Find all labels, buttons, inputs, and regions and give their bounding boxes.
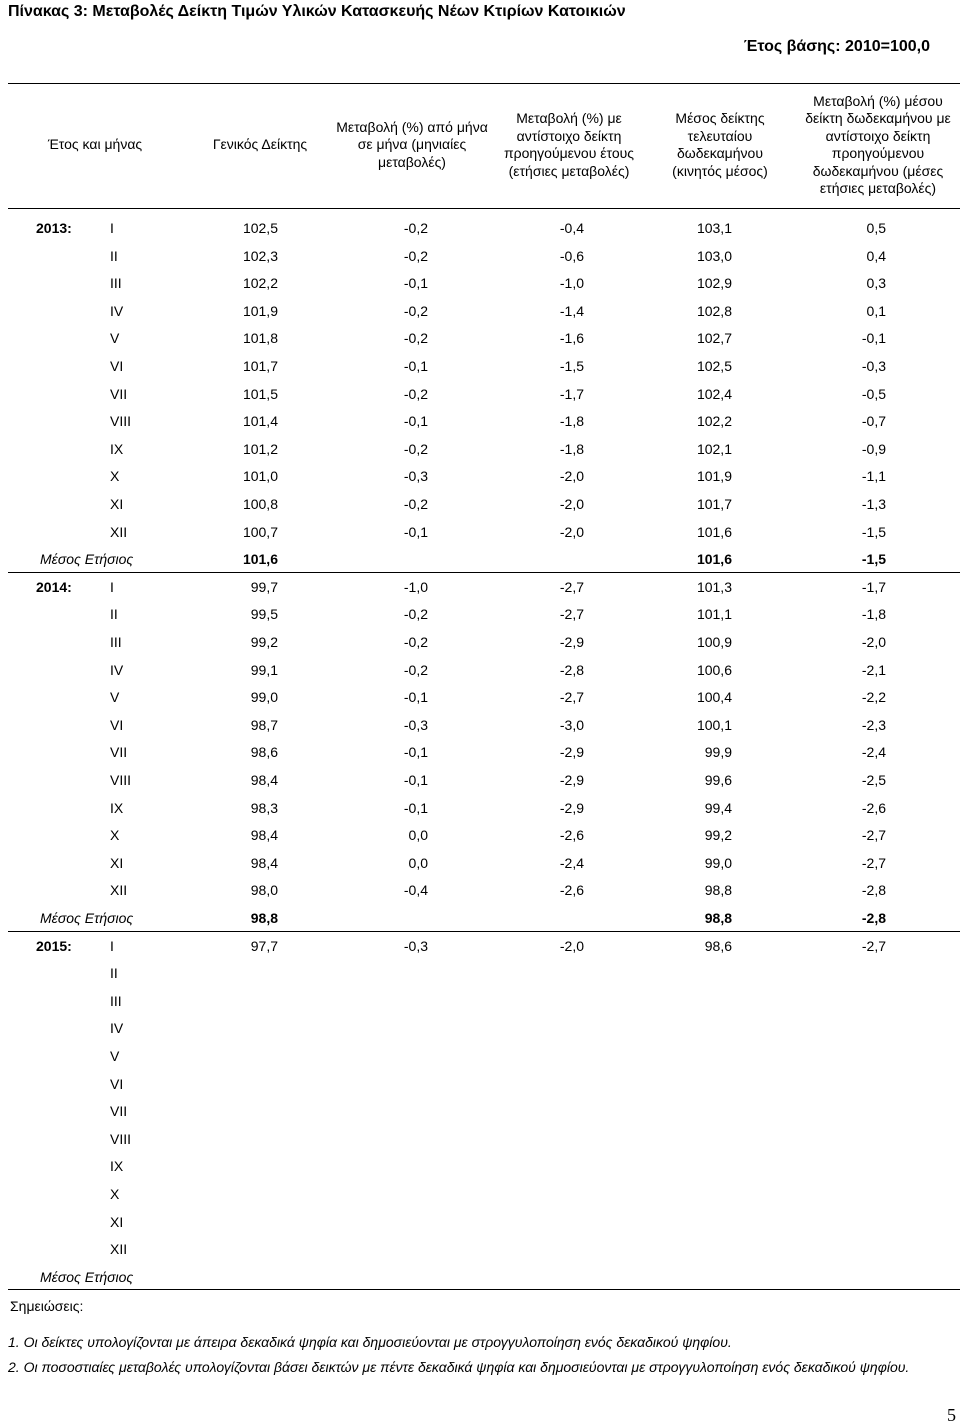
- annual-change-cell: -2,0: [559, 937, 584, 954]
- average-annual-change-cell: -2,8: [861, 882, 886, 899]
- note-2: 2. Οι ποσοστιαίες μεταβολές υπολογίζονται βάσει δεικτών με πέντε δεκαδικά ψηφία και δημοσιεύονται με στρογγυλοποίηση ενός δεκαδικού ψηφίου.: [8, 1359, 910, 1375]
- general-index-cell: 100,8: [242, 496, 278, 512]
- month-cell: I: [110, 220, 114, 236]
- annual-average-row: [0, 1263, 960, 1291]
- annual-average-row: [0, 904, 960, 932]
- general-index-cell: 98,3: [250, 799, 278, 816]
- month-cell: X: [110, 827, 120, 844]
- annual-change-cell: -2,4: [559, 854, 584, 871]
- month-cell: IX: [110, 440, 124, 457]
- moving-average-cell: 103,1: [696, 220, 732, 236]
- table-row: [0, 683, 960, 711]
- annual-change-cell: -1,8: [559, 440, 584, 457]
- average-annual-change-cell: 0,1: [866, 302, 886, 319]
- general-index-cell: 98,4: [250, 854, 278, 871]
- table-row: [0, 1125, 960, 1153]
- annual-change-cell: -2,7: [559, 578, 584, 595]
- table-row: [0, 324, 960, 352]
- annual-change-cell: -1,0: [559, 275, 584, 292]
- average-annual-change-cell: -1,5: [861, 523, 886, 540]
- table-row: [0, 269, 960, 297]
- annual-change-cell: -1,4: [559, 302, 584, 319]
- monthly-change-cell: -0,2: [403, 606, 428, 623]
- table-row: [0, 1070, 960, 1098]
- average-annual-change-cell: -0,3: [861, 358, 886, 374]
- table-row: [0, 766, 960, 794]
- average-annual-change-cell: -0,7: [861, 413, 886, 430]
- general-index-cell: 102,2: [242, 275, 278, 292]
- average-annual-change-cell: -2,8: [861, 910, 886, 926]
- annual-average-label: Μέσος Ετήσιος: [40, 910, 134, 926]
- table-row: [0, 738, 960, 766]
- month-cell: IV: [110, 661, 124, 678]
- month-cell: XI: [110, 1213, 124, 1230]
- month-cell: VIII: [110, 413, 132, 430]
- page-number: 5: [947, 1405, 956, 1425]
- annual-change-cell: -2,6: [559, 882, 584, 899]
- monthly-change-cell: -0,1: [403, 275, 428, 292]
- general-index-cell: 100,7: [242, 523, 278, 540]
- notes-label: Σημειώσεις:: [10, 1298, 84, 1314]
- average-annual-change-cell: -0,1: [861, 330, 886, 347]
- average-annual-change-cell: -1,8: [861, 606, 886, 623]
- monthly-change-cell: -0,2: [403, 496, 428, 512]
- annual-change-cell: -1,5: [559, 358, 584, 374]
- month-cell: VI: [110, 716, 124, 733]
- general-index-cell: 101,8: [242, 330, 278, 347]
- moving-average-cell: 101,6: [696, 523, 732, 540]
- month-cell: XI: [110, 496, 124, 512]
- average-annual-change-cell: 0,4: [866, 247, 886, 264]
- monthly-change-cell: -0,2: [403, 330, 428, 347]
- month-cell: VI: [110, 358, 124, 374]
- table-row: [0, 628, 960, 656]
- annual-change-cell: -2,8: [559, 661, 584, 678]
- table-row: [0, 435, 960, 463]
- year-cell: 2014:: [36, 578, 72, 595]
- annual-change-cell: -0,4: [559, 220, 584, 236]
- table-row: [0, 380, 960, 408]
- monthly-change-cell: -0,2: [403, 440, 428, 457]
- month-cell: VII: [110, 385, 128, 402]
- moving-average-cell: 100,6: [696, 661, 732, 678]
- table-row: [0, 1208, 960, 1236]
- table-row: [0, 932, 960, 960]
- annual-change-cell: -2,7: [559, 689, 584, 706]
- month-cell: IX: [110, 799, 124, 816]
- annual-change-cell: -2,9: [559, 772, 584, 788]
- moving-average-cell: 102,8: [696, 302, 732, 319]
- header-moving-average: Μέσος δείκτης τελευταίου δωδεκαμήνου (κινητός μέσος): [672, 110, 768, 179]
- general-index-cell: 101,4: [242, 413, 278, 430]
- table-row: [0, 849, 960, 877]
- month-cell: II: [110, 965, 118, 982]
- table-row: [0, 352, 960, 380]
- average-annual-change-cell: -2,5: [861, 772, 886, 788]
- moving-average-cell: 102,7: [696, 330, 732, 347]
- table-row: [0, 407, 960, 435]
- table-row: [0, 297, 960, 325]
- average-annual-change-cell: -2,6: [861, 799, 886, 816]
- monthly-change-cell: -0,1: [403, 523, 428, 540]
- header-general-index: Γενικός Δείκτης: [212, 136, 308, 153]
- general-index-cell: 98,0: [250, 882, 278, 899]
- monthly-change-cell: -0,2: [403, 247, 428, 264]
- general-index-cell: 99,0: [250, 689, 278, 706]
- moving-average-cell: 100,9: [696, 634, 732, 650]
- moving-average-cell: 102,5: [696, 358, 732, 374]
- moving-average-cell: 102,4: [696, 385, 732, 402]
- header-year-month: Έτος και μήνας: [47, 136, 143, 153]
- header-average-annual-change: Μεταβολή (%) μέσου δείκτη δωδεκαμήνου με αντίστοιχο δείκτη προηγούμενου δωδεκαμήνου (μέσες ετήσιες μεταβολές): [805, 92, 951, 196]
- average-annual-change-cell: -2,2: [861, 689, 886, 706]
- annual-change-cell: -2,9: [559, 634, 584, 650]
- table-row: [0, 876, 960, 904]
- moving-average-cell: 99,6: [704, 772, 732, 788]
- annual-change-cell: -2,6: [559, 827, 584, 844]
- general-index-cell: 98,8: [250, 910, 278, 926]
- monthly-change-cell: 0,0: [408, 854, 428, 871]
- monthly-change-cell: 0,0: [408, 827, 428, 844]
- table-row: [0, 462, 960, 490]
- note-1: 1. Οι δείκτες υπολογίζονται με άπειρα δεκαδικά ψηφία και δημοσιεύονται με στρογγυλοποίηση ενός δεκαδικού ψηφίου.: [8, 1334, 732, 1350]
- monthly-change-cell: -0,1: [403, 413, 428, 430]
- table-row: [0, 242, 960, 270]
- table-row: [0, 214, 960, 242]
- month-cell: VII: [110, 1103, 128, 1120]
- general-index-cell: 101,5: [242, 385, 278, 402]
- monthly-change-cell: -0,2: [403, 385, 428, 402]
- header-monthly-change: Μεταβολή (%) από μήνα σε μήνα (μηνιαίες μεταβολές): [336, 118, 488, 170]
- annual-change-cell: -2,0: [559, 523, 584, 540]
- table-row: [0, 711, 960, 739]
- average-annual-change-cell: -2,1: [861, 661, 886, 678]
- table-row: [0, 600, 960, 628]
- general-index-cell: 99,2: [250, 634, 278, 650]
- month-cell: XI: [110, 854, 124, 871]
- month-cell: IV: [110, 302, 124, 319]
- table-row: [0, 1014, 960, 1042]
- average-annual-change-cell: -0,5: [861, 385, 886, 402]
- monthly-change-cell: -0,3: [403, 468, 428, 485]
- average-annual-change-cell: -2,7: [861, 854, 886, 871]
- moving-average-cell: 99,0: [704, 854, 732, 871]
- month-cell: XII: [110, 882, 128, 899]
- annual-change-cell: -0,6: [559, 247, 584, 264]
- month-cell: XII: [110, 1241, 128, 1258]
- monthly-change-cell: -0,3: [403, 937, 428, 954]
- general-index-cell: 98,6: [250, 744, 278, 761]
- page-title: Πίνακας 3: Μεταβολές Δείκτη Τιμών Υλικών Κατασκευής Νέων Κτιρίων Κατοικιών: [8, 3, 626, 20]
- table-row: [0, 573, 960, 601]
- year-separator: [8, 1289, 960, 1290]
- table-row: [0, 821, 960, 849]
- header-bottom-border: [8, 208, 960, 209]
- month-cell: X: [110, 1186, 120, 1202]
- moving-average-cell: 99,4: [704, 799, 732, 816]
- month-cell: I: [110, 937, 114, 954]
- general-index-cell: 97,7: [250, 937, 278, 954]
- average-annual-change-cell: -1,7: [861, 578, 886, 595]
- annual-change-cell: -2,9: [559, 744, 584, 761]
- monthly-change-cell: -0,1: [403, 799, 428, 816]
- average-annual-change-cell: -2,4: [861, 744, 886, 761]
- month-cell: VI: [110, 1075, 124, 1092]
- general-index-cell: 98,4: [250, 772, 278, 788]
- general-index-cell: 98,4: [250, 827, 278, 844]
- year-cell: 2015:: [36, 937, 72, 954]
- month-cell: I: [110, 578, 114, 595]
- annual-change-cell: -2,9: [559, 799, 584, 816]
- moving-average-cell: 101,1: [696, 606, 732, 623]
- header-annual-change: Μεταβολή (%) με αντίστοιχο δείκτη προηγούμενου έτους (ετήσιες μεταβολές): [503, 110, 635, 179]
- table-row: [0, 656, 960, 684]
- moving-average-cell: 102,1: [696, 440, 732, 457]
- monthly-change-cell: -0,1: [403, 358, 428, 374]
- month-cell: II: [110, 606, 118, 623]
- monthly-change-cell: -0,3: [403, 716, 428, 733]
- month-cell: VIII: [110, 772, 132, 788]
- moving-average-cell: 101,7: [696, 496, 732, 512]
- general-index-cell: 102,3: [242, 247, 278, 264]
- month-cell: V: [110, 1048, 120, 1064]
- month-cell: VII: [110, 744, 128, 761]
- monthly-change-cell: -0,1: [403, 689, 428, 706]
- monthly-change-cell: -0,2: [403, 302, 428, 319]
- table-row: [0, 490, 960, 518]
- monthly-change-cell: -0,2: [403, 634, 428, 650]
- general-index-cell: 101,9: [242, 302, 278, 319]
- moving-average-cell: 98,8: [704, 910, 732, 926]
- table-row: [0, 794, 960, 822]
- moving-average-cell: 101,9: [696, 468, 732, 485]
- annual-change-cell: -1,8: [559, 413, 584, 430]
- annual-change-cell: -1,6: [559, 330, 584, 347]
- month-cell: III: [110, 634, 122, 650]
- average-annual-change-cell: -1,3: [861, 496, 886, 512]
- table-row: [0, 518, 960, 546]
- monthly-change-cell: -0,1: [403, 772, 428, 788]
- average-annual-change-cell: 0,5: [866, 220, 886, 236]
- average-annual-change-cell: -2,3: [861, 716, 886, 733]
- moving-average-cell: 103,0: [696, 247, 732, 264]
- table-row: [0, 1152, 960, 1180]
- average-annual-change-cell: -2,0: [861, 634, 886, 650]
- month-cell: III: [110, 275, 122, 292]
- average-annual-change-cell: -1,1: [861, 468, 886, 485]
- table-row: [0, 1042, 960, 1070]
- month-cell: XII: [110, 523, 128, 540]
- month-cell: IV: [110, 1020, 124, 1037]
- moving-average-cell: 101,6: [696, 551, 732, 568]
- moving-average-cell: 99,2: [704, 827, 732, 844]
- month-cell: II: [110, 247, 118, 264]
- monthly-change-cell: -0,2: [403, 661, 428, 678]
- base-year: Έτος βάσης: 2010=100,0: [743, 38, 930, 55]
- general-index-cell: 101,7: [242, 358, 278, 374]
- monthly-change-cell: -0,1: [403, 744, 428, 761]
- month-cell: V: [110, 689, 120, 706]
- annual-average-label: Μέσος Ετήσιος: [40, 551, 134, 568]
- year-cell: 2013:: [36, 220, 72, 236]
- annual-change-cell: -2,0: [559, 468, 584, 485]
- moving-average-cell: 102,9: [696, 275, 732, 292]
- table-row: [0, 987, 960, 1015]
- average-annual-change-cell: -0,9: [861, 440, 886, 457]
- month-cell: X: [110, 468, 120, 485]
- general-index-cell: 98,7: [250, 716, 278, 733]
- annual-change-cell: -1,7: [559, 385, 584, 402]
- average-annual-change-cell: -2,7: [861, 827, 886, 844]
- monthly-change-cell: -0,4: [403, 882, 428, 899]
- moving-average-cell: 98,6: [704, 937, 732, 954]
- average-annual-change-cell: -2,7: [861, 937, 886, 954]
- table-row: [0, 1097, 960, 1125]
- table-row: [0, 1235, 960, 1263]
- table-row: [0, 1180, 960, 1208]
- moving-average-cell: 100,4: [696, 689, 732, 706]
- moving-average-cell: 101,3: [696, 578, 732, 595]
- moving-average-cell: 99,9: [704, 744, 732, 761]
- monthly-change-cell: -1,0: [403, 578, 428, 595]
- general-index-cell: 99,7: [250, 578, 278, 595]
- annual-average-label: Μέσος Ετήσιος: [40, 1268, 134, 1285]
- annual-change-cell: -3,0: [559, 716, 584, 733]
- annual-average-row: [0, 545, 960, 573]
- monthly-change-cell: -0,2: [403, 220, 428, 236]
- average-annual-change-cell: -1,5: [861, 551, 886, 568]
- month-cell: V: [110, 330, 120, 347]
- general-index-cell: 99,1: [250, 661, 278, 678]
- month-cell: III: [110, 992, 122, 1009]
- general-index-cell: 102,5: [242, 220, 278, 236]
- general-index-cell: 99,5: [250, 606, 278, 623]
- moving-average-cell: 100,1: [696, 716, 732, 733]
- average-annual-change-cell: 0,3: [866, 275, 886, 292]
- moving-average-cell: 102,2: [696, 413, 732, 430]
- annual-change-cell: -2,7: [559, 606, 584, 623]
- moving-average-cell: 98,8: [704, 882, 732, 899]
- general-index-cell: 101,0: [242, 468, 278, 485]
- month-cell: VIII: [110, 1130, 132, 1147]
- table-row: [0, 959, 960, 987]
- annual-change-cell: -2,0: [559, 496, 584, 512]
- general-index-cell: 101,2: [242, 440, 278, 457]
- month-cell: IX: [110, 1158, 124, 1175]
- general-index-cell: 101,6: [242, 551, 278, 568]
